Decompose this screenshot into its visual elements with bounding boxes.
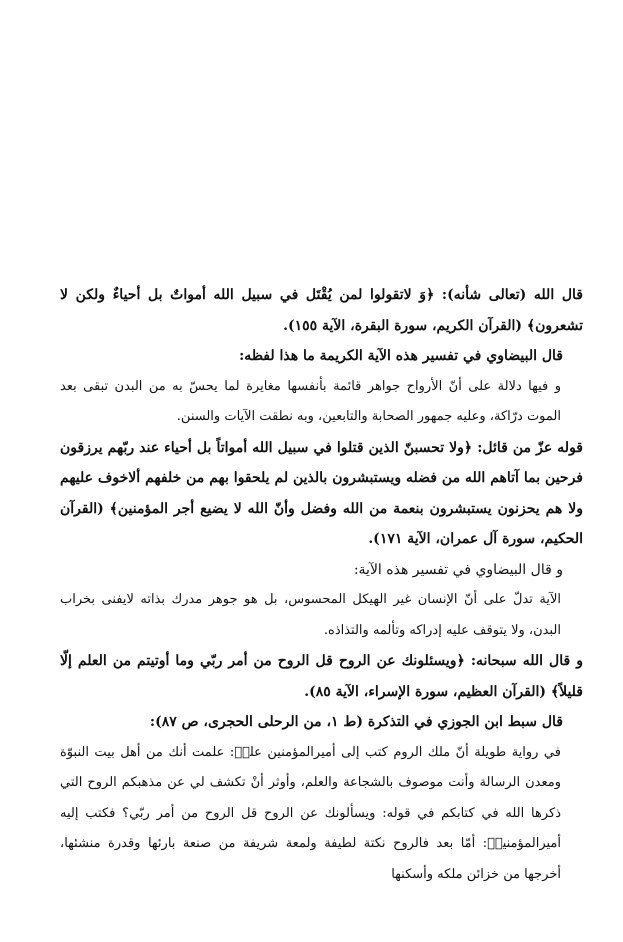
paragraph-baydawi-quote-2: الآية تدلّ على أنّ الإنسان غير الهيكل المحسوس، بل هو جوهر مدرك بذاته لايفنى بخراب البدن، ولا يتوقف عليه إدراكه وتألمه والتذاذه. — [60, 592, 561, 638]
text-block — [60, 280, 583, 890]
paragraph-baydawi-quote-1: و فيها دلالة على أنّ الأرواح جواهر قائمة بأنفسها مغايرة لما يحسّ به من البدن تبقى بعد الموت درّاكة، وعليه جمهور الصحابة والتابعين، وبه نطقت الآيات والسنن. — [60, 378, 561, 424]
paragraph-tadhkira-intro: قال سبط ابن الجوزي في التذكرة (ط ١، من الرحلى الحجرى، ص ٨٧): — [149, 714, 563, 730]
paragraph-baydawi-intro-1: قال البيضاوي في تفسير هذه الآية الكريمة ما هذا لفظه: — [239, 348, 563, 364]
paragraph-verse-isra: و قال الله سبحانه: ﴿ويسئلونك عن الروح قل الروح من أمر ربّي وما أوتيتم من العلم إلّا قليلاً﴾ (القرآن العظيم، سورة الإسراء، الآية ٨٥). — [60, 653, 583, 700]
paragraph-verse-baqara: قال الله (تعالى شأنه): ﴿وَ لاتقولوا لمن يُقْتَل في سبيل الله أمواتٌ بل أحياءٌ ولكن لا تشعرون﴾ (القرآن الكريم، سورة البقرة، الآية ١٥٥). — [60, 287, 583, 334]
paragraph-tadhkira-quote: في رواية طويلة أنّ ملك الروم كتب إلى أميرالمؤمنين علىؑ: علمت أنك من أهل بيت النبوّة ومعدن الرسالة وأنت موصوف بالشجاعة والعلم، وأوثر أنْ تكشف لي عن مذهبكم الروح التي ذكرها الله في كتابكم في قوله: ويسألونك عن الروح قل الروح من أمر ربّي؟ فكتب إليه أميرالمؤمنينؑ: أمّا بعد فالروح نكتة لطيفة ولمعة شريفة من صنعة بارئها وقدرة منشئها، أخرجها من خزائن ملكه وأسكنها — [60, 744, 561, 882]
paragraph-verse-al-imran: قوله عزّ من قائل: ﴿ولا تحسبنّ الذين قتلوا في سبيل الله أمواتاً بل أحياء عند ربّهم يرزقون فرحين بما آتاهم الله من فضله ويستبشرون بالذين لم يلحقوا بهم من خلفهم ألاخوف عليهم ولا هم يحزنون يستبشرون بنعمة من الله وفضل وأنّ الله لا يضيع أجر المؤمنين﴾ (القرآن الحكيم، سورة آل عمران، الآية ١٧١). — [60, 439, 583, 547]
paragraph-baydawi-intro-2: و قال البيضاوي في تفسير هذه الآية: — [353, 561, 563, 578]
